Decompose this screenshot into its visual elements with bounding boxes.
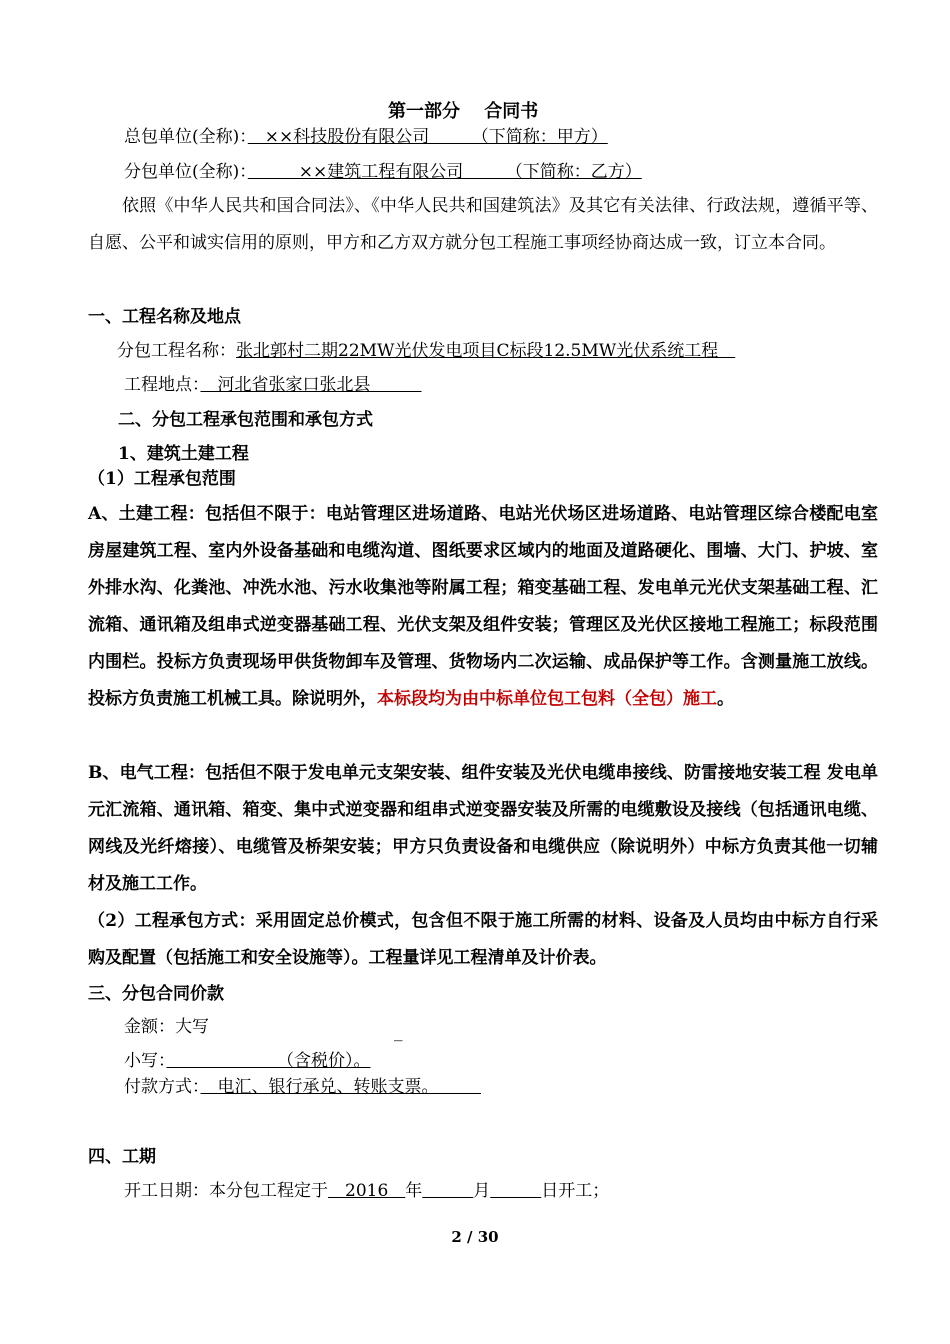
payment-line xyxy=(124,1076,481,1098)
subcontractor-label: 分包单位(全称)： xyxy=(124,162,248,182)
start-date-text1: 开工日期：本分包工程定于 xyxy=(124,1181,328,1201)
page-title: 第一部分 合同书 xyxy=(388,101,539,122)
project-site-line xyxy=(124,374,422,396)
amount-figures-label: 小写： xyxy=(124,1051,167,1071)
start-day xyxy=(490,1181,541,1201)
amount-words-label: 金额：大写 xyxy=(124,1017,209,1037)
amount-figures-line xyxy=(124,1050,371,1072)
start-month xyxy=(422,1181,473,1201)
start-date-text3: 月 xyxy=(473,1181,491,1201)
civil-works-highlight: 本标段均为由中标单位包工包料（全包）施工 xyxy=(377,689,717,709)
start-date-line xyxy=(124,1180,609,1202)
section2-sub1: 1、建筑土建工程 xyxy=(118,444,249,464)
start-year: 2016 xyxy=(328,1181,406,1201)
section2-heading: 二、分包工程承包范围和承包方式 xyxy=(118,410,373,430)
project-name-line xyxy=(117,340,735,362)
payment-label: 付款方式： xyxy=(124,1077,201,1097)
electrical-works-paragraph: B、电气工程：包括但不限于发电单元支架安装、组件安装及光伏电缆串接线、防雷接地安装工程 发电单元汇流箱、通讯箱、箱变、集中式逆变器和组串式逆变器安装及所需的电缆敷设及接线（包括通讯电缆、网线及光纤熔接）、电缆管及桥架安装；甲方只负责设备和电缆供应（除说明外）中标方负责其他一切辅材及施工工作。 xyxy=(88,763,878,894)
amount-words-blank: _ xyxy=(394,1022,403,1042)
project-site-label: 工程地点： xyxy=(124,375,201,395)
subcontractor-value: ××建筑工程有限公司 （下简称：乙方） xyxy=(247,162,642,182)
subcontractor-line xyxy=(124,161,642,183)
civil-works-paragraph xyxy=(88,496,878,718)
project-name-label: 分包工程名称： xyxy=(117,341,236,361)
start-date-text2: 年 xyxy=(405,1181,423,1201)
contractor-value: ××科技股份有限公司 （下简称：甲方） xyxy=(247,127,608,147)
project-name-value: 张北郭村二期22MW光伏发电项目C标段12.5MW光伏系统工程 xyxy=(236,341,736,361)
intro-paragraph: 依照《中华人民共和国合同法》、《中华人民共和国建筑法》及其它有关法律、行政法规，遵循平等、自愿、公平和诚实信用的原则，甲方和乙方双方就分包工程施工事项经协商达成一致，订立本合同。 xyxy=(88,196,878,253)
start-date-text4: 日开工； xyxy=(541,1181,610,1201)
project-site-value: 河北省张家口张北县 xyxy=(200,375,422,395)
section4-heading: 四、工期 xyxy=(88,1147,156,1167)
payment-value: 电汇、银行承兑、转账支票。 xyxy=(200,1077,481,1097)
civil-works-end: 。 xyxy=(717,689,734,709)
contract-method-paragraph: （2）工程承包方式：采用固定总价模式，包含但不限于施工所需的材料、设备及人员均由中标方自行采购及配置（包括施工和安全设施等）。工程量详见工程清单及计价表。 xyxy=(88,911,878,968)
page-number: 2 / 30 xyxy=(451,1228,499,1246)
contractor-line xyxy=(124,126,608,148)
scope-heading: （1）工程承包范围 xyxy=(88,469,236,489)
contractor-label: 总包单位(全称)： xyxy=(124,127,248,147)
section1-heading: 一、工程名称及地点 xyxy=(88,307,241,327)
section3-heading: 三、分包合同价款 xyxy=(88,984,224,1004)
amount-figures-value: （含税价）。 xyxy=(166,1051,371,1071)
civil-works-text: A、土建工程：包括但不限于：电站管理区进场道路、电站光伏场区进场道路、电站管理区综合楼配电室房屋建筑工程、室内外设备基础和电缆沟道、图纸要求区域内的地面及道路硬化、围墙、大门、护坡、室外排水沟、化粪池、冲洗水池、污水收集池等附属工程；箱变基础工程、发电单元光伏支架基础工程、汇流箱、通讯箱及组串式逆变器基础工程、光伏支架及组件安装；管理区及光伏区接地工程施工；标段范围内围栏。投标方负责现场甲供货物卸车及管理、货物场内二次运输、成品保护等工作。含测量施工放线。投标方负责施工机械工具。除说明外， xyxy=(88,504,878,709)
